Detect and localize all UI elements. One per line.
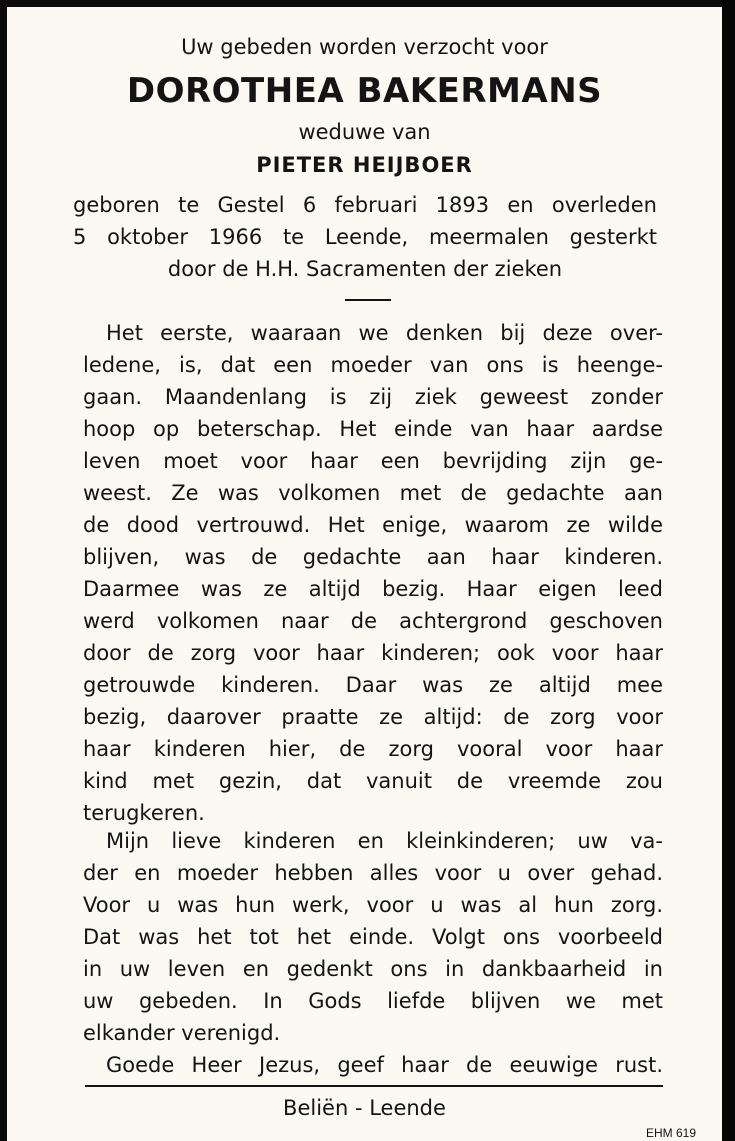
text-line: uw gebeden. In Gods liefde blijven we met — [83, 989, 663, 1013]
husband-name: PIETER HEIJBOER — [256, 153, 473, 177]
text-line: bezig, daarover praatte ze altijd: de zorg voor — [83, 705, 663, 729]
text-line: werd volkomen naar de achtergrond geschoven — [83, 609, 663, 633]
text-line: Mijn lieve kinderen en kleinkinderen; uw va- — [106, 829, 663, 853]
footer-rule — [85, 1085, 663, 1087]
text-line: gaan. Maandenlang is zij ziek geweest zonder — [83, 385, 663, 409]
text-line: terugkeren. — [83, 801, 205, 825]
memorial-card — [7, 7, 722, 1141]
text-line: elkander verenigd. — [83, 1021, 281, 1045]
birth-death-block — [73, 189, 657, 285]
text-line: Voor u was hun werk, voor u was al hun zorg. — [83, 893, 663, 917]
text-line: getrouwde kinderen. Daar was ze altijd mee — [83, 673, 663, 697]
text-line: weest. Ze was volkomen met de gedachte aan — [83, 481, 663, 505]
birth-line: door de H.H. Sacramenten der zieken — [167, 257, 563, 281]
text-line: Dat was het tot het einde. Volgt ons voorbeeld — [83, 925, 663, 949]
separator-dash — [345, 299, 391, 301]
printer-credit: Beliën - Leende — [283, 1096, 446, 1120]
text-line: haar kinderen hier, de zorg vooral voor haar — [83, 737, 663, 761]
text-line: leven moet voor haar een bevrijding zijn ge- — [83, 449, 663, 473]
paragraph-2 — [83, 825, 663, 1081]
paragraph-1 — [83, 317, 663, 829]
deceased-name: DOROTHEA BAKERMANS — [126, 71, 603, 111]
scan-edge-right — [722, 0, 735, 1141]
text-line: Daarmee was ze altijd bezig. Haar eigen leed — [83, 577, 663, 601]
widow-of-label: weduwe van — [298, 120, 431, 144]
text-line: blijven, was de gedachte aan haar kinderen. — [83, 545, 663, 569]
print-code: EHM 619 — [646, 1126, 697, 1140]
closing-prayer-line: Goede Heer Jezus, geef haar de eeuwige rust. — [106, 1053, 663, 1077]
text-line: de dood vertrouwd. Het enige, waarom ze wilde — [83, 513, 663, 537]
birth-line: 5 oktober 1966 te Leende, meermalen gesterkt — [73, 225, 657, 249]
text-line: ledene, is, dat een moeder van ons is heenge- — [83, 353, 663, 377]
intro-line: Uw gebeden worden verzocht voor — [181, 35, 548, 59]
birth-line: geboren te Gestel 6 februari 1893 en overleden — [73, 193, 657, 217]
text-line: in uw leven en gedenkt ons in dankbaarheid in — [83, 957, 663, 981]
text-line: kind met gezin, dat vanuit de vreemde zou — [83, 769, 663, 793]
text-line: hoop op beterschap. Het einde van haar aardse — [83, 417, 663, 441]
text-line: Het eerste, waaraan we denken bij deze over- — [106, 321, 663, 345]
text-line: der en moeder hebben alles voor u over gehad. — [83, 861, 663, 885]
text-line: door de zorg voor haar kinderen; ook voor haar — [83, 641, 663, 665]
